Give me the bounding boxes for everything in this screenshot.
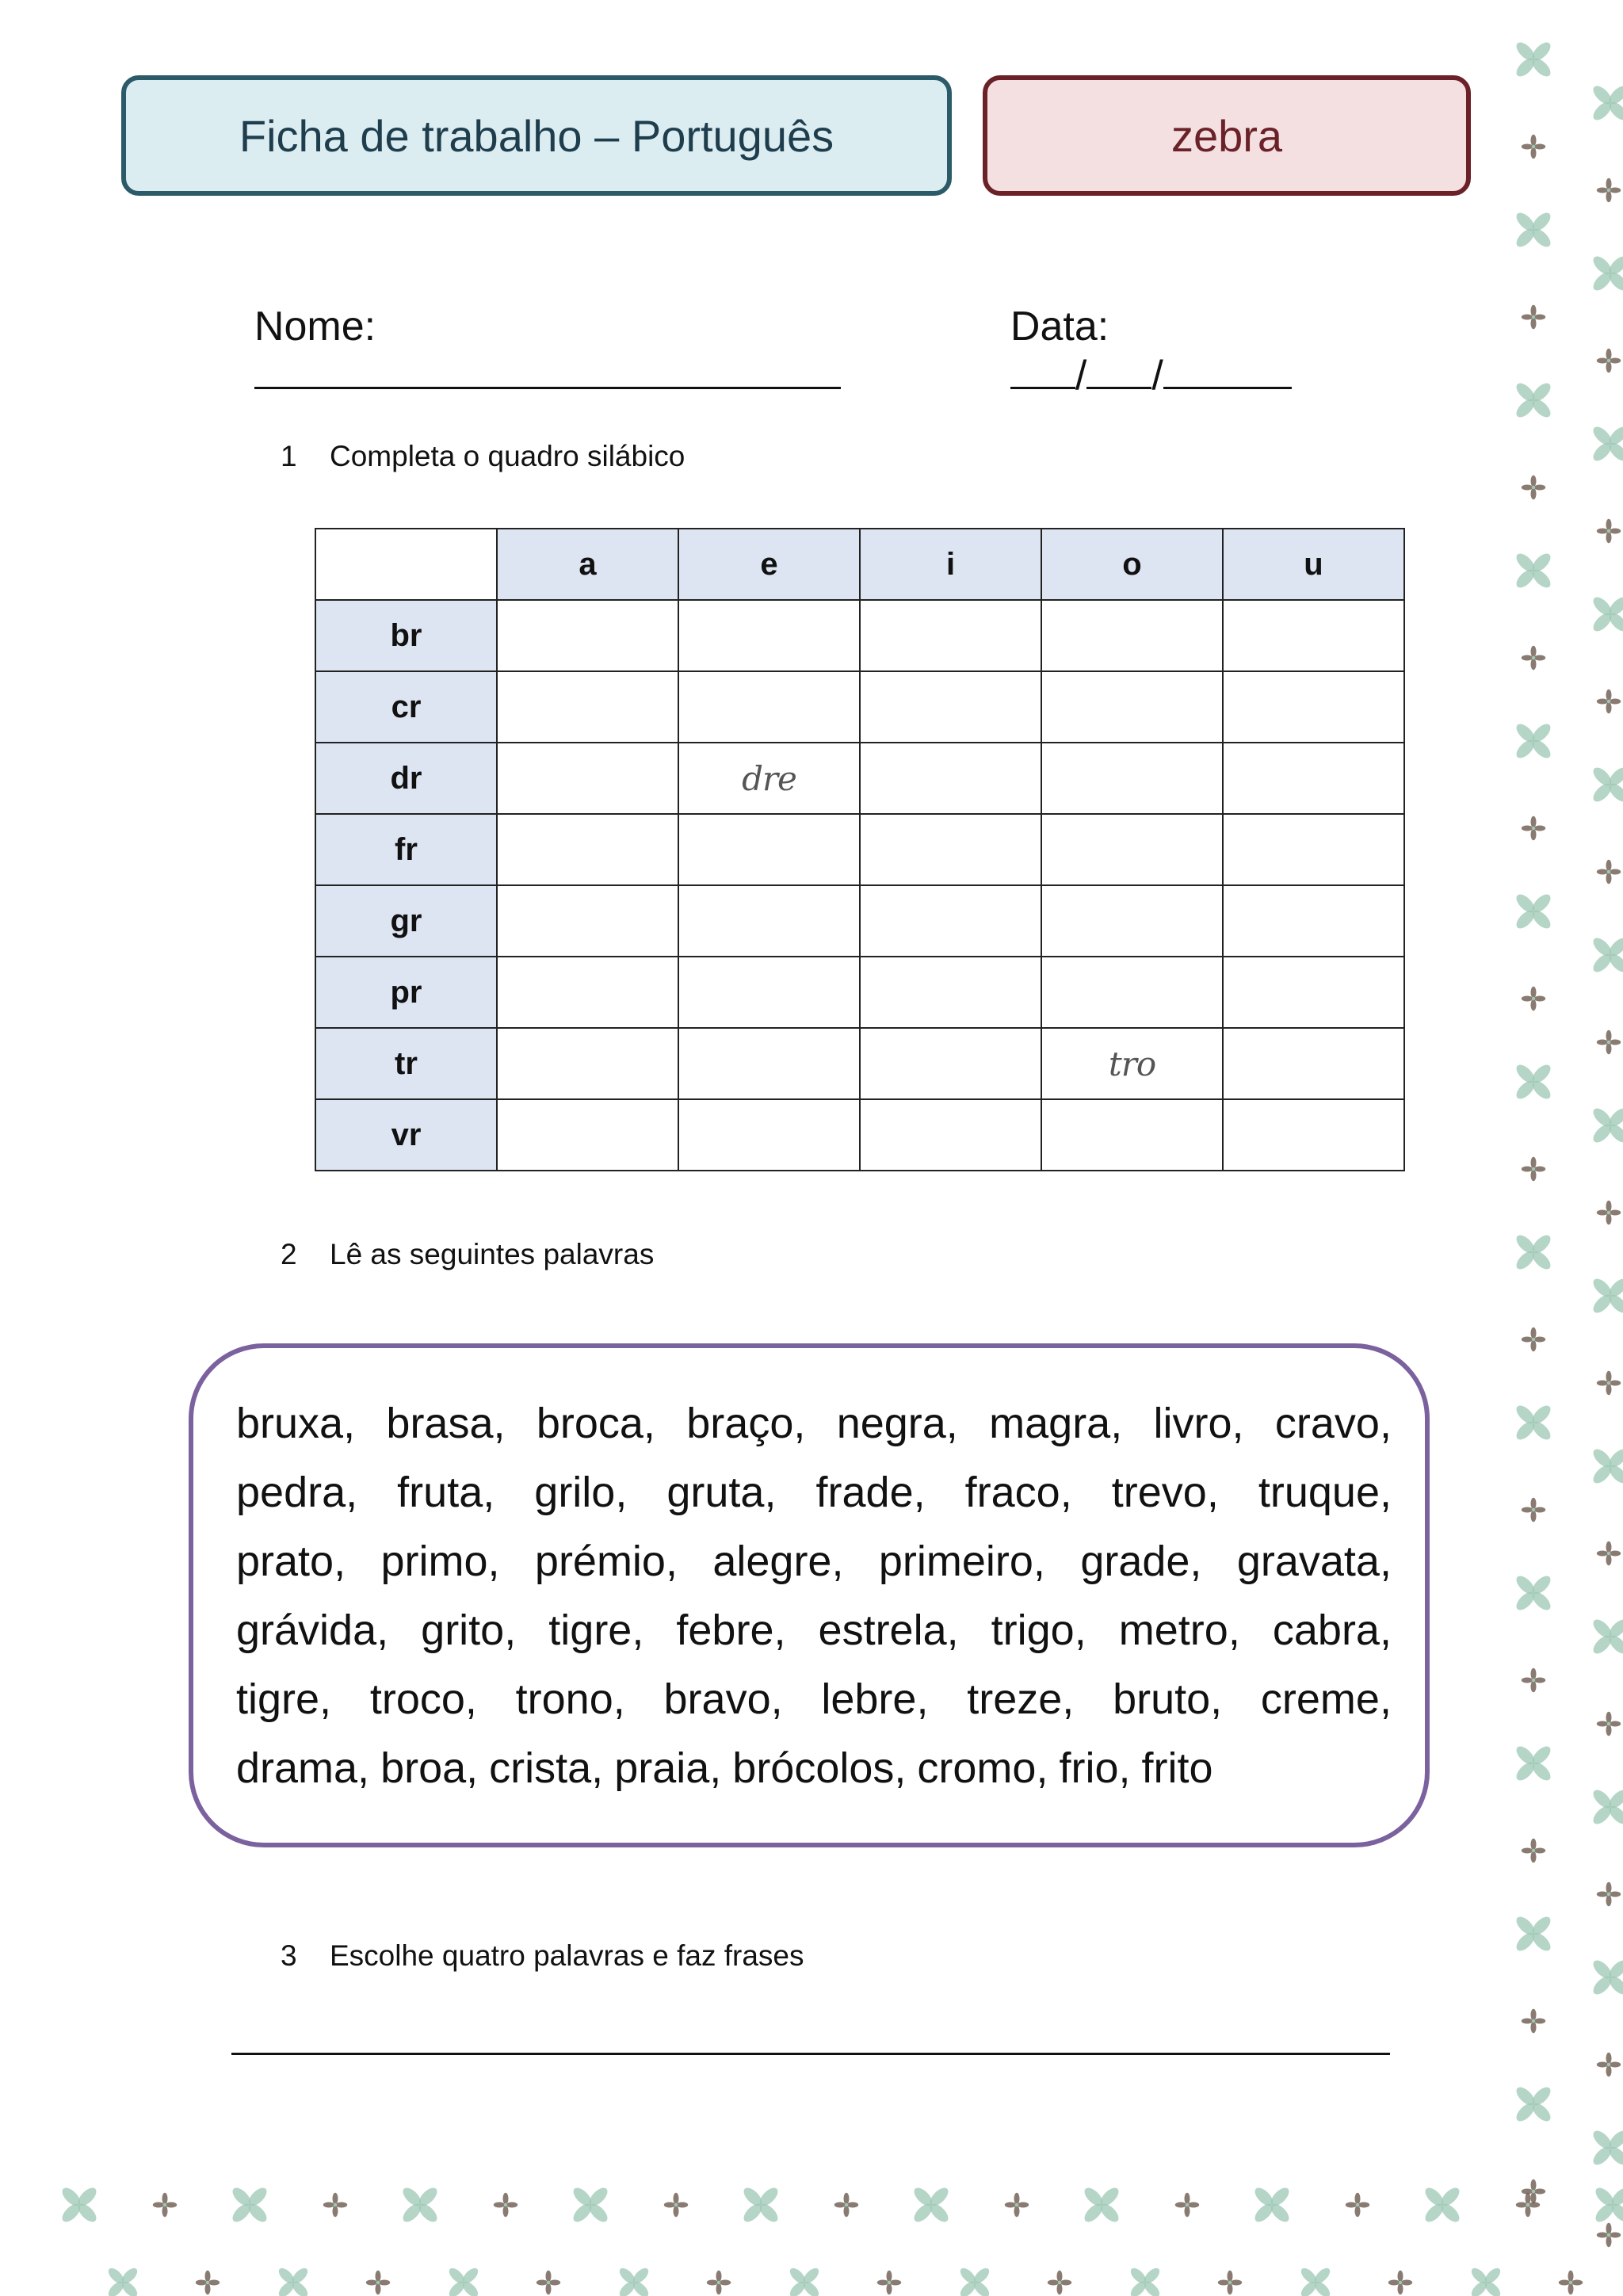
pattern-flower-green	[1299, 2266, 1333, 2296]
date-field	[987, 255, 1292, 399]
word: broa,	[380, 1744, 479, 1792]
column-header-o: o	[1041, 529, 1223, 600]
row-header-dr: dr	[315, 743, 497, 814]
table-cell[interactable]	[497, 814, 678, 885]
word: prémio,	[534, 1538, 678, 1585]
table-cell[interactable]	[1223, 814, 1404, 885]
word: troco,	[369, 1675, 477, 1723]
pattern-flower-green	[1514, 1062, 1554, 1102]
pattern-flower-brown	[366, 2271, 390, 2294]
pattern-flower-green	[1591, 1446, 1623, 1487]
table-cell[interactable]	[860, 743, 1041, 814]
date-separator: /	[1151, 353, 1163, 399]
table-row	[315, 743, 1404, 814]
pattern-flower-green	[1591, 1958, 1623, 1998]
word: lebre,	[821, 1675, 929, 1723]
worksheet-title: Ficha de trabalho – Português	[239, 110, 834, 161]
pattern-flower-green	[1514, 1403, 1554, 1443]
word: frade,	[815, 1469, 926, 1516]
pattern-flower-green	[1514, 1914, 1554, 1954]
pattern-flower-green	[1514, 2084, 1554, 2125]
row-header-gr: gr	[315, 885, 497, 957]
pattern-flower-green	[1252, 2185, 1293, 2225]
pattern-flower-brown	[1597, 2053, 1621, 2076]
word: primo,	[380, 1538, 500, 1585]
pattern-flower-green	[1591, 2128, 1623, 2168]
pattern-flower-brown	[1516, 2193, 1540, 2217]
pattern-flower-green	[59, 2185, 100, 2225]
table-cell[interactable]	[497, 600, 678, 671]
word: pedra,	[236, 1469, 358, 1516]
pattern-flower-brown	[664, 2193, 688, 2217]
word: estrela,	[818, 1606, 959, 1654]
name-field	[231, 255, 841, 399]
word: gravata,	[1236, 1538, 1392, 1585]
word: trono,	[515, 1675, 625, 1723]
word: trevo,	[1111, 1469, 1219, 1516]
word: gruta,	[666, 1469, 777, 1516]
name-label: Nome:	[254, 304, 376, 350]
handwritten-answer: tro	[1108, 1044, 1156, 1083]
table-cell[interactable]	[1223, 743, 1404, 814]
pattern-flower-green	[1591, 424, 1623, 464]
pattern-flower-green	[1514, 40, 1554, 80]
question-instruction: Escolhe quatro palavras e faz frases	[330, 1939, 804, 1972]
pattern-flower-brown	[1522, 2009, 1545, 2033]
question-number: 2	[281, 1238, 297, 1270]
table-cell[interactable]	[678, 671, 860, 743]
table-cell[interactable]	[1223, 957, 1404, 1028]
table-cell[interactable]	[1041, 957, 1223, 1028]
date-year-blank[interactable]	[1163, 350, 1292, 389]
pattern-flower-brown	[1005, 2193, 1029, 2217]
pattern-flower-green	[1514, 551, 1554, 591]
table-cell[interactable]	[1223, 671, 1404, 743]
pattern-flower-green	[741, 2185, 781, 2225]
pattern-flower-brown	[1597, 1882, 1621, 1906]
pattern-flower-green	[1591, 935, 1623, 976]
table-cell[interactable]	[678, 1099, 860, 1171]
table-row	[315, 1099, 1404, 1171]
question-instruction: Lê as seguintes palavras	[330, 1238, 655, 1270]
word-line	[236, 1458, 1392, 1527]
pattern-flower-brown	[1522, 135, 1545, 159]
table-cell[interactable]	[860, 1028, 1041, 1099]
pattern-flower-brown	[1559, 2271, 1583, 2294]
pattern-flower-green	[1591, 1106, 1623, 1146]
table-cell[interactable]	[1223, 1099, 1404, 1171]
word: fruta,	[397, 1469, 495, 1516]
pattern-flower-brown	[707, 2271, 731, 2294]
pattern-flower-brown	[1597, 349, 1621, 372]
syllable-table	[315, 528, 1405, 1171]
name-blank[interactable]	[254, 350, 841, 389]
row-header-tr: tr	[315, 1028, 497, 1099]
word: primeiro,	[878, 1538, 1045, 1585]
pattern-flower-green	[1514, 380, 1554, 421]
table-cell[interactable]	[678, 600, 860, 671]
decorative-flower-border-bottom	[0, 2164, 1623, 2296]
row-header-cr: cr	[315, 671, 497, 743]
pattern-flower-brown	[323, 2193, 347, 2217]
table-cell[interactable]	[860, 957, 1041, 1028]
word: broca,	[536, 1400, 655, 1447]
pattern-flower-brown	[1597, 1201, 1621, 1224]
word-line	[236, 1596, 1392, 1665]
pattern-flower-green	[1082, 2185, 1122, 2225]
pattern-flower-brown	[1597, 860, 1621, 884]
word: grilo,	[534, 1469, 628, 1516]
table-cell[interactable]	[678, 885, 860, 957]
word: fraco,	[964, 1469, 1072, 1516]
pattern-flower-green	[1423, 2185, 1463, 2225]
pattern-flower-brown	[1522, 1498, 1545, 1522]
word-list-panel	[189, 1343, 1430, 1847]
pattern-flower-green	[106, 2266, 140, 2296]
word: tigre,	[236, 1675, 332, 1723]
word: bravo,	[663, 1675, 783, 1723]
pattern-flower-brown	[1597, 519, 1621, 543]
question-3	[281, 1939, 804, 1973]
word: brasa,	[386, 1400, 506, 1447]
pattern-flower-brown	[1597, 178, 1621, 202]
pattern-flower-brown	[1597, 1371, 1621, 1395]
question-number: 3	[281, 1939, 297, 1972]
pattern-flower-brown	[1597, 1030, 1621, 1054]
pattern-flower-green	[1591, 1276, 1623, 1316]
word-list	[236, 1389, 1392, 1803]
answer-line[interactable]	[231, 2053, 1390, 2055]
word: febre,	[676, 1606, 786, 1654]
table-row	[315, 1028, 1404, 1099]
table-header-row	[315, 529, 1404, 600]
word: creme,	[1260, 1675, 1392, 1723]
pattern-flower-brown	[537, 2271, 560, 2294]
word: brócolos,	[732, 1744, 907, 1792]
pattern-flower-green	[1514, 1232, 1554, 1273]
pattern-flower-brown	[877, 2271, 901, 2294]
date-month-blank[interactable]	[1086, 350, 1151, 389]
pattern-flower-green	[1591, 83, 1623, 124]
word: bruxa,	[236, 1400, 356, 1447]
table-corner-cell	[315, 529, 497, 600]
pattern-flower-green	[277, 2266, 311, 2296]
word: frio,	[1059, 1744, 1131, 1792]
pattern-flower-brown	[1522, 476, 1545, 499]
pattern-flower-green	[400, 2185, 441, 2225]
pattern-flower-green	[1591, 1617, 1623, 1657]
worksheet-title-box	[121, 75, 952, 196]
pattern-flower-green	[1128, 2266, 1163, 2296]
word: drama,	[236, 1744, 370, 1792]
table-row	[315, 885, 1404, 957]
table-cell[interactable]	[1041, 814, 1223, 885]
word: crista,	[489, 1744, 604, 1792]
table-cell[interactable]	[497, 957, 678, 1028]
row-header-vr: vr	[315, 1099, 497, 1171]
word: truque,	[1258, 1469, 1392, 1516]
pattern-flower-brown	[1597, 690, 1621, 713]
pattern-flower-brown	[1522, 1839, 1545, 1862]
pattern-flower-green	[1591, 765, 1623, 805]
table-cell[interactable]	[1041, 1099, 1223, 1171]
pattern-flower-brown	[1346, 2193, 1369, 2217]
row-header-pr: pr	[315, 957, 497, 1028]
pattern-flower-brown	[1522, 646, 1545, 670]
table-cell[interactable]	[497, 671, 678, 743]
table-cell[interactable]	[860, 885, 1041, 957]
pattern-flower-brown	[1522, 1328, 1545, 1351]
pattern-flower-brown	[1175, 2193, 1199, 2217]
pattern-flower-brown	[1522, 1157, 1545, 1181]
pattern-flower-green	[1591, 594, 1623, 635]
date-separator: /	[1075, 353, 1087, 399]
pattern-flower-brown	[1218, 2271, 1242, 2294]
table-cell[interactable]	[678, 814, 860, 885]
column-header-a: a	[497, 529, 678, 600]
word: cravo,	[1274, 1400, 1392, 1447]
word: prato,	[236, 1538, 346, 1585]
pattern-flower-brown	[1597, 1541, 1621, 1565]
table-row	[315, 814, 1404, 885]
table-cell[interactable]	[860, 600, 1041, 671]
word-line	[236, 1527, 1392, 1596]
word: cabra,	[1272, 1606, 1392, 1654]
pattern-flower-brown	[153, 2193, 177, 2217]
table-cell[interactable]	[678, 743, 860, 814]
word: negra,	[836, 1400, 958, 1447]
pattern-flower-green	[1514, 1744, 1554, 1784]
table-row	[315, 600, 1404, 671]
column-header-i: i	[860, 529, 1041, 600]
pattern-flower-brown	[834, 2193, 858, 2217]
table-cell[interactable]	[497, 1099, 678, 1171]
word: treze,	[967, 1675, 1075, 1723]
table-row	[315, 957, 1404, 1028]
pattern-flower-green	[1593, 2185, 1623, 2225]
word: livro,	[1153, 1400, 1244, 1447]
table-row	[315, 671, 1404, 743]
table-cell[interactable]	[678, 957, 860, 1028]
pattern-flower-green	[958, 2266, 992, 2296]
pattern-flower-green	[447, 2266, 481, 2296]
word: trigo,	[991, 1606, 1086, 1654]
word: alegre,	[712, 1538, 844, 1585]
word: frito	[1141, 1744, 1213, 1792]
table-cell[interactable]	[1041, 1028, 1223, 1099]
table-cell[interactable]	[1041, 671, 1223, 743]
table-cell[interactable]	[678, 1028, 860, 1099]
table-cell[interactable]	[1041, 600, 1223, 671]
pattern-flower-brown	[1597, 1712, 1621, 1736]
table-cell[interactable]	[860, 671, 1041, 743]
pattern-flower-brown	[196, 2271, 220, 2294]
table-cell[interactable]	[1223, 600, 1404, 671]
word: grade,	[1080, 1538, 1202, 1585]
table-cell[interactable]	[497, 1028, 678, 1099]
pattern-flower-green	[911, 2185, 952, 2225]
decorative-flower-border-right	[1490, 0, 1623, 2296]
pattern-flower-brown	[1522, 816, 1545, 840]
word-line	[236, 1389, 1392, 1458]
key-word-box	[983, 75, 1471, 196]
column-header-u: u	[1223, 529, 1404, 600]
pattern-flower-green	[788, 2266, 822, 2296]
date-day-blank[interactable]	[1010, 350, 1075, 389]
pattern-flower-brown	[1522, 987, 1545, 1010]
pattern-flower-green	[1514, 1573, 1554, 1614]
question-number: 1	[281, 440, 297, 472]
pattern-flower-green	[571, 2185, 611, 2225]
row-header-br: br	[315, 600, 497, 671]
pattern-flower-green	[1469, 2266, 1503, 2296]
table-cell[interactable]	[497, 885, 678, 957]
table-cell[interactable]	[1041, 743, 1223, 814]
table-cell[interactable]	[497, 743, 678, 814]
table-cell[interactable]	[1041, 885, 1223, 957]
pattern-flower-green	[1591, 254, 1623, 294]
pattern-flower-green	[1514, 210, 1554, 250]
pattern-flower-green	[1591, 1787, 1623, 1828]
row-header-fr: fr	[315, 814, 497, 885]
table-cell[interactable]	[1223, 1028, 1404, 1099]
pattern-flower-green	[617, 2266, 651, 2296]
pattern-flower-green	[1514, 892, 1554, 932]
handwritten-answer: dre	[742, 758, 796, 798]
question-2	[281, 1238, 654, 1271]
question-1	[281, 440, 685, 473]
word-line	[236, 1665, 1392, 1734]
pattern-flower-brown	[1522, 1668, 1545, 1692]
pattern-flower-brown	[1388, 2271, 1412, 2294]
question-instruction: Completa o quadro silábico	[330, 440, 685, 472]
table-cell[interactable]	[1223, 885, 1404, 957]
pattern-flower-brown	[494, 2193, 517, 2217]
word-line	[236, 1734, 1392, 1803]
word: tigre,	[548, 1606, 644, 1654]
pattern-flower-green	[1514, 721, 1554, 762]
key-word: zebra	[1170, 110, 1283, 161]
pattern-flower-brown	[1048, 2271, 1071, 2294]
table-cell[interactable]	[860, 814, 1041, 885]
pattern-flower-green	[230, 2185, 270, 2225]
word: grávida,	[236, 1606, 389, 1654]
word: cromo,	[917, 1744, 1048, 1792]
word: grito,	[421, 1606, 517, 1654]
word: braço,	[686, 1400, 806, 1447]
word: bruto,	[1113, 1675, 1223, 1723]
word: metro,	[1118, 1606, 1240, 1654]
pattern-flower-brown	[1522, 305, 1545, 329]
word: magra,	[989, 1400, 1123, 1447]
column-header-e: e	[678, 529, 860, 600]
table-cell[interactable]	[860, 1099, 1041, 1171]
date-label: Data:	[1010, 304, 1109, 350]
word: praia,	[614, 1744, 722, 1792]
